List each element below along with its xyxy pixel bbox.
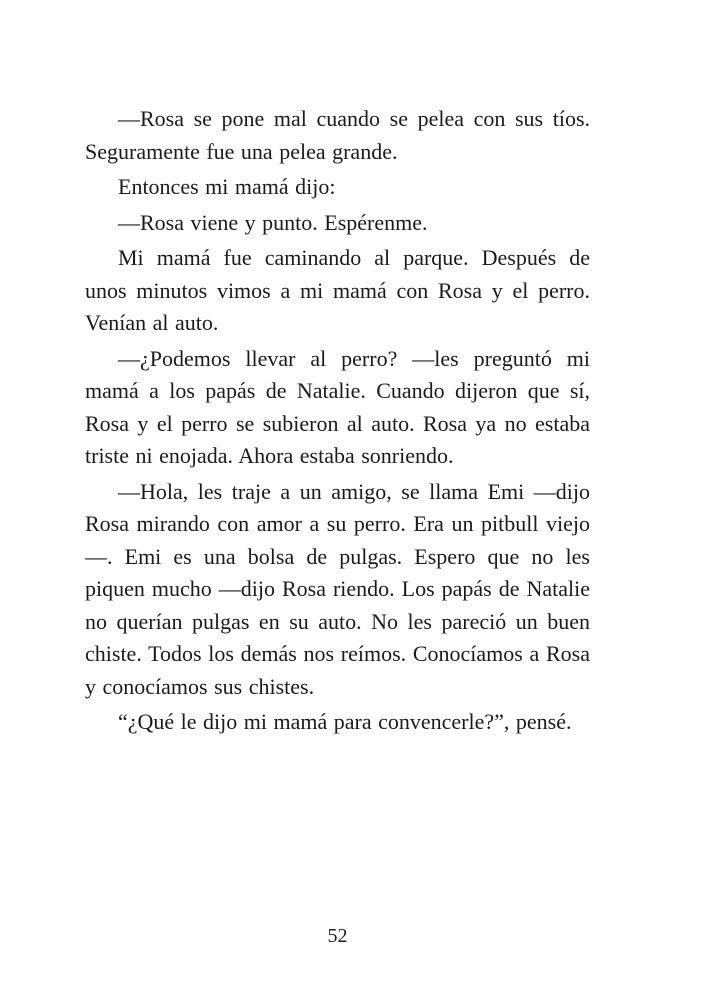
paragraph-4: Mi mamá fue caminando al parque. Después de unos minutos vimos a mi mamá con Rosa y el perro. Venían al auto. (85, 245, 590, 335)
paragraph-5: —¿Podemos llevar al perro? —les preguntó mi mamá a los papás de Natalie. Cuando dijeron que sí, Rosa y el perro se subieron al auto. Rosa ya no estaba triste ni enojada. Ahora estaba sonriendo. (85, 345, 590, 468)
paragraph-1: —Rosa se pone mal cuando se pelea con sus tíos. Seguramente fue una pelea grande. (85, 106, 590, 164)
paragraph-3: —Rosa viene y punto. Espérenme. (118, 209, 428, 235)
paragraph-6: —Hola, les traje a un amigo, se llama Emi —dijo Rosa mirando con amor a su perro. Era un pitbull viejo—. Emi es una bolsa de pulgas. Espero que no les piquen mucho —dijo Rosa riendo. Los papás de Natalie no querían pulgas en su auto. No les pareció un buen chiste. Todos los demás nos reímos. Conocíamos a Rosa y conocíamos sus chistes. (85, 478, 590, 699)
paragraph-7: “¿Qué le dijo mi mamá para convencerle?”, pensé. (118, 709, 572, 734)
text-block (85, 103, 590, 742)
paragraph-2: Entonces mi mamá dijo: (118, 174, 336, 199)
page-number: 52 (327, 925, 348, 947)
